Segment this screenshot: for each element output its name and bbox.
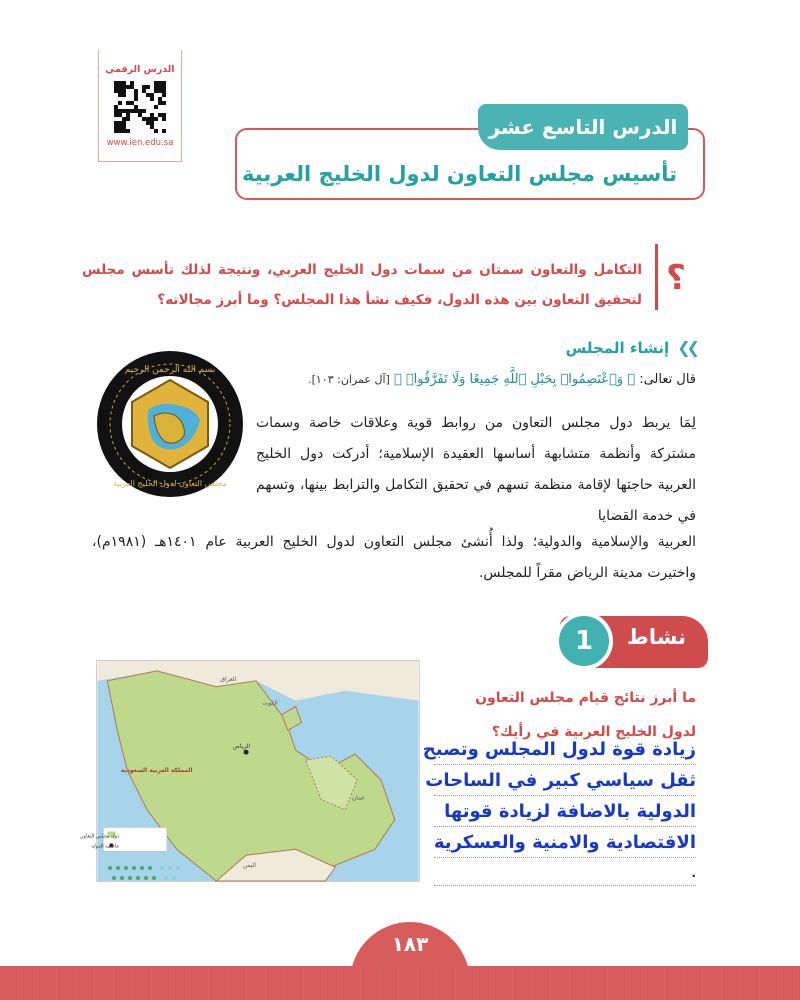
intro-question: التكامل والتعاون سمتان من سمات دول الخليج العربي، ونتيجة لذلك تأسس مجلس لتحقيق التعاون بين هذه الدول، فكيف نشأ هذا المجلس؟ وما أبرز مجالاته؟ xyxy=(82,262,642,308)
qr-module xyxy=(146,85,150,89)
digital-lesson-label: الدرس الرقمي xyxy=(105,64,175,75)
map-label-oman: عمان xyxy=(351,794,366,802)
map-label-saudi: المملكة العربية السعودية xyxy=(120,766,193,774)
verse-text: ﴿ وَٱعْتَصِمُوا۟ بِحَبْلِ ٱللَّهِ جَمِيعًا وَلَا تَفَرَّقُوا۟ ﴾ xyxy=(393,372,636,387)
qr-module xyxy=(134,97,138,101)
qr-module xyxy=(162,117,166,121)
paragraph-1: لِمَا يربط دول مجلس التعاون من روابط قوية وعلاقات خاصة وسمات مشتركة وأنظمة متشابهة أساسها العقيدة الإسلامية؛ أدركت دول الخليج العربية حاجتها لإقامة منظمة تسهم في تحقيق التكامل والترابط بينها، وتسهم في خدمة القضايا xyxy=(256,415,696,524)
emblem-bottom-text: مجلس التعاون لدول الخليج العربية xyxy=(113,479,227,488)
qr-module xyxy=(126,117,130,121)
qr-module xyxy=(154,105,158,109)
activity-question-line-2: لدول الخليج العربية في رأيك؟ xyxy=(491,724,696,740)
activity-question-line-1: ما أبرز نتائج قيام مجلس التعاون xyxy=(475,690,696,706)
gcc-emblem xyxy=(96,350,244,498)
qr-module xyxy=(162,129,166,133)
qr-module xyxy=(162,93,166,97)
quran-verse-line xyxy=(296,372,696,387)
vision-dots-logo xyxy=(104,862,204,886)
map-legend-2: عاصمة الدولة xyxy=(91,843,120,850)
qr-module xyxy=(142,109,146,113)
double-chevron-icon: ❯❯ xyxy=(677,338,696,357)
activity-number: 1 xyxy=(555,612,613,670)
page-number: ١٨٣ xyxy=(391,932,429,956)
question-mark-icon: ؟ xyxy=(666,258,686,298)
answer-line-1: زيادة قوة لدول المجلس وتصبح xyxy=(434,734,696,765)
qr-code-icon[interactable] xyxy=(114,81,166,133)
activity-answer[interactable] xyxy=(422,734,696,886)
verse-reference: [آل عمران: ١٠٣]. xyxy=(308,373,390,386)
digital-lesson-box[interactable] xyxy=(98,50,182,162)
lesson-number-tab: الدرس التاسع عشر xyxy=(478,104,688,150)
answer-line-2: ثقل سياسي كبير في الساحات xyxy=(434,765,696,796)
map-label-kuwait: الكويت xyxy=(261,700,278,707)
digital-lesson-site[interactable]: www.ien.edu.sa xyxy=(106,138,174,148)
activity-label: نشاط xyxy=(627,625,686,649)
qr-module xyxy=(118,101,122,105)
map-label-iraq: العراق xyxy=(220,675,237,683)
emblem-top-text: بسم الله الرحمن الرحيم xyxy=(124,365,216,375)
gcc-map xyxy=(79,660,420,882)
map-label-riyadh: الرياض xyxy=(232,743,251,751)
question-divider xyxy=(655,244,658,310)
paragraph-2: العربية والإسلامية والدولية؛ ولذا أُنشئ مجلس التعاون لدول الخليج العربية عام ١٤٠١هـ (١٩٨١م)، واختيرت مدينة الرياض مقراً للمجلس. xyxy=(92,534,696,581)
answer-line-4: الاقتصادية والامنية والعسكرية xyxy=(434,827,696,858)
section-heading-text: إنشاء المجلس xyxy=(565,338,670,357)
section-heading xyxy=(566,338,696,357)
footer-band xyxy=(0,966,800,1000)
lesson-title: تأسيس مجلس التعاون لدول الخليج العربية xyxy=(242,162,677,186)
qr-module xyxy=(122,93,126,97)
qr-module xyxy=(154,129,158,133)
answer-line-5: . xyxy=(434,858,696,886)
verse-intro: قال تعالى: xyxy=(635,372,696,387)
qr-module xyxy=(162,101,166,105)
map-label-yemen: اليمن xyxy=(242,862,257,870)
answer-line-3: الدولية بالاضافة لزيادة قوتها xyxy=(434,796,696,827)
qr-module xyxy=(126,129,130,133)
map-riyadh-marker xyxy=(244,750,249,755)
qr-module xyxy=(150,97,154,101)
qr-module xyxy=(154,117,158,121)
map-legend-1: دول مجلس التعاون xyxy=(79,833,120,840)
